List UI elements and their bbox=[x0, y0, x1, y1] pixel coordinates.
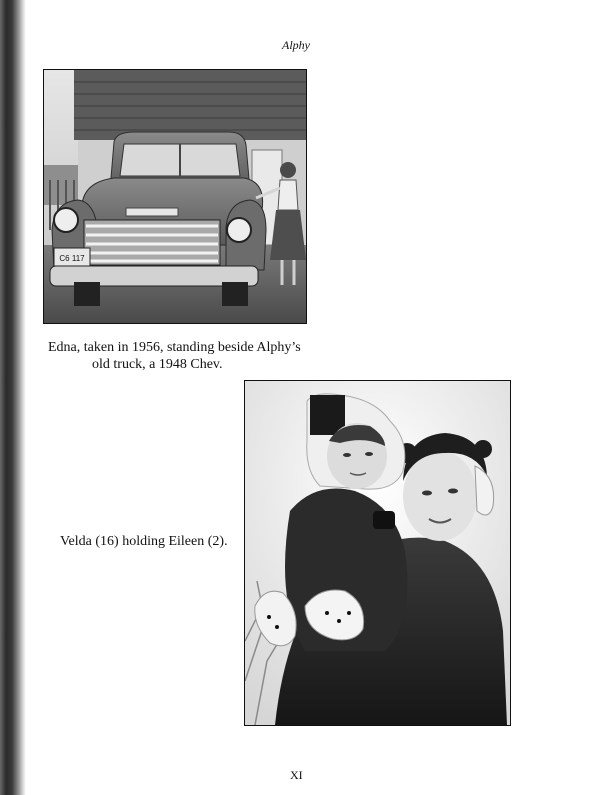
truck-photo-caption bbox=[48, 339, 310, 373]
book-spine-shadow bbox=[0, 0, 26, 795]
license-plate-text: C6 117 bbox=[59, 254, 85, 263]
velda-photo-caption: Velda (16) holding Eileen (2). bbox=[60, 534, 228, 549]
truck-photo-image bbox=[44, 70, 306, 323]
truck-caption-line-1: Edna, taken in 1956, standing beside Alphy’s bbox=[48, 340, 301, 355]
running-head: Alphy bbox=[282, 38, 310, 52]
velda-photo bbox=[244, 380, 511, 726]
truck-caption-line-2: old truck, a 1948 Chev. bbox=[92, 357, 223, 372]
velda-photo-image bbox=[245, 381, 510, 725]
page-number: XI bbox=[290, 768, 303, 782]
truck-photo bbox=[43, 69, 307, 324]
